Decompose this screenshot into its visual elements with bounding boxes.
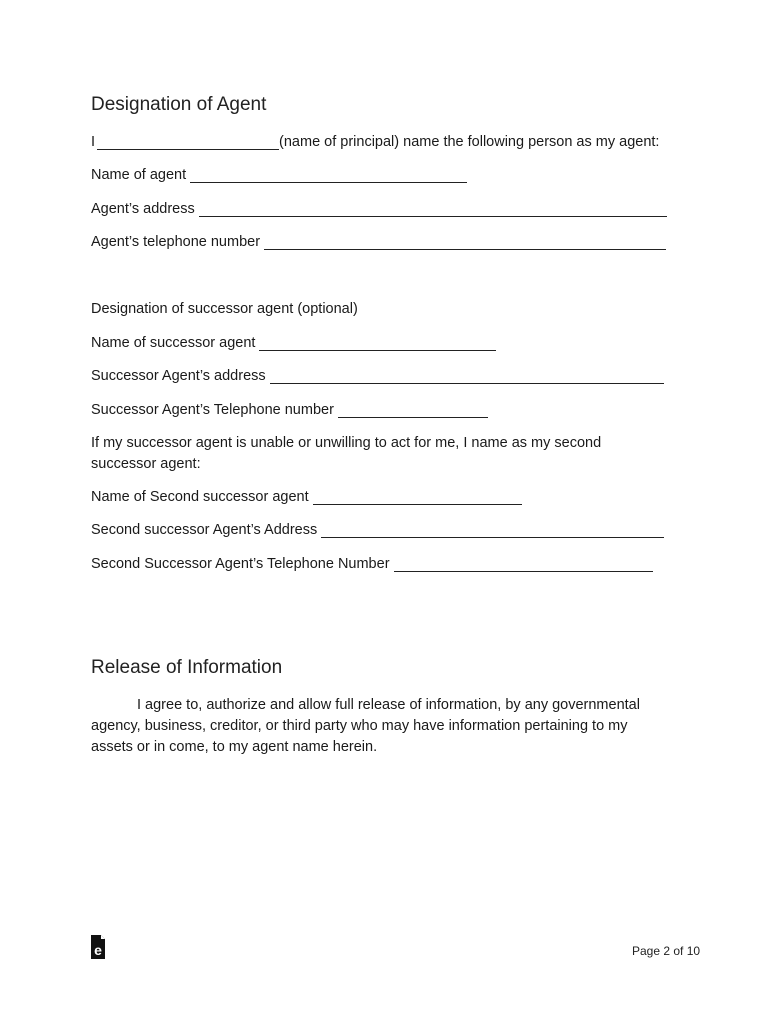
successor-heading: Designation of successor agent (optional) bbox=[91, 301, 358, 317]
successor-address-label: Successor Agent’s address bbox=[91, 368, 266, 384]
successor-name-label: Name of successor agent bbox=[91, 335, 256, 351]
second-successor-address-label: Second successor Agent’s Address bbox=[91, 522, 318, 538]
successor-address-row bbox=[91, 367, 664, 385]
agent-address-row bbox=[91, 200, 667, 218]
agent-phone-field[interactable] bbox=[264, 235, 666, 250]
second-successor-intro-line2: successor agent: bbox=[91, 456, 201, 472]
second-successor-intro bbox=[91, 433, 601, 475]
agent-phone-label: Agent’s telephone number bbox=[91, 234, 261, 250]
agent-name-row bbox=[91, 166, 467, 184]
eforms-logo-letter: e bbox=[94, 942, 102, 958]
second-successor-name-field[interactable] bbox=[313, 490, 522, 505]
agent-name-field[interactable] bbox=[190, 168, 467, 183]
principal-name-field[interactable] bbox=[97, 135, 279, 150]
successor-phone-row bbox=[91, 401, 488, 419]
release-line-3: assets or in come, to my agent name herein. bbox=[91, 739, 378, 755]
second-successor-phone-field[interactable] bbox=[394, 557, 653, 572]
second-successor-intro-line1: If my successor agent is unable or unwilling to act for me, I name as my second bbox=[91, 435, 602, 451]
principal-row bbox=[91, 133, 659, 151]
agent-name-label: Name of agent bbox=[91, 167, 187, 183]
second-successor-name-row bbox=[91, 488, 522, 506]
agent-address-field[interactable] bbox=[199, 202, 667, 217]
designation-heading: Designation of Agent bbox=[91, 94, 267, 115]
agent-phone-row bbox=[91, 233, 666, 251]
successor-phone-label: Successor Agent’s Telephone number bbox=[91, 402, 334, 418]
second-successor-name-label: Name of Second successor agent bbox=[91, 489, 309, 505]
successor-name-field[interactable] bbox=[259, 336, 496, 351]
agent-address-label: Agent’s address bbox=[91, 201, 195, 217]
release-line-1: I agree to, authorize and allow full release of information, by any governmental bbox=[137, 697, 640, 713]
release-line-2: agency, business, creditor, or third party who may have information pertaining to my bbox=[91, 718, 628, 734]
principal-prefix: I bbox=[91, 134, 96, 150]
second-successor-phone-label: Second Successor Agent’s Telephone Number bbox=[91, 556, 390, 572]
second-successor-address-row bbox=[91, 521, 664, 539]
successor-address-field[interactable] bbox=[270, 369, 664, 384]
successor-name-row bbox=[91, 334, 496, 352]
successor-phone-field[interactable] bbox=[338, 403, 488, 418]
second-successor-phone-row bbox=[91, 555, 653, 573]
eforms-logo-icon bbox=[89, 935, 107, 961]
principal-suffix: (name of principal) name the following person as my agent: bbox=[279, 134, 660, 150]
second-successor-address-field[interactable] bbox=[321, 523, 664, 538]
release-heading: Release of Information bbox=[91, 657, 283, 678]
page-number: Page 2 of 10 bbox=[632, 944, 701, 958]
successor-heading-row bbox=[91, 300, 358, 318]
release-paragraph bbox=[91, 695, 691, 758]
